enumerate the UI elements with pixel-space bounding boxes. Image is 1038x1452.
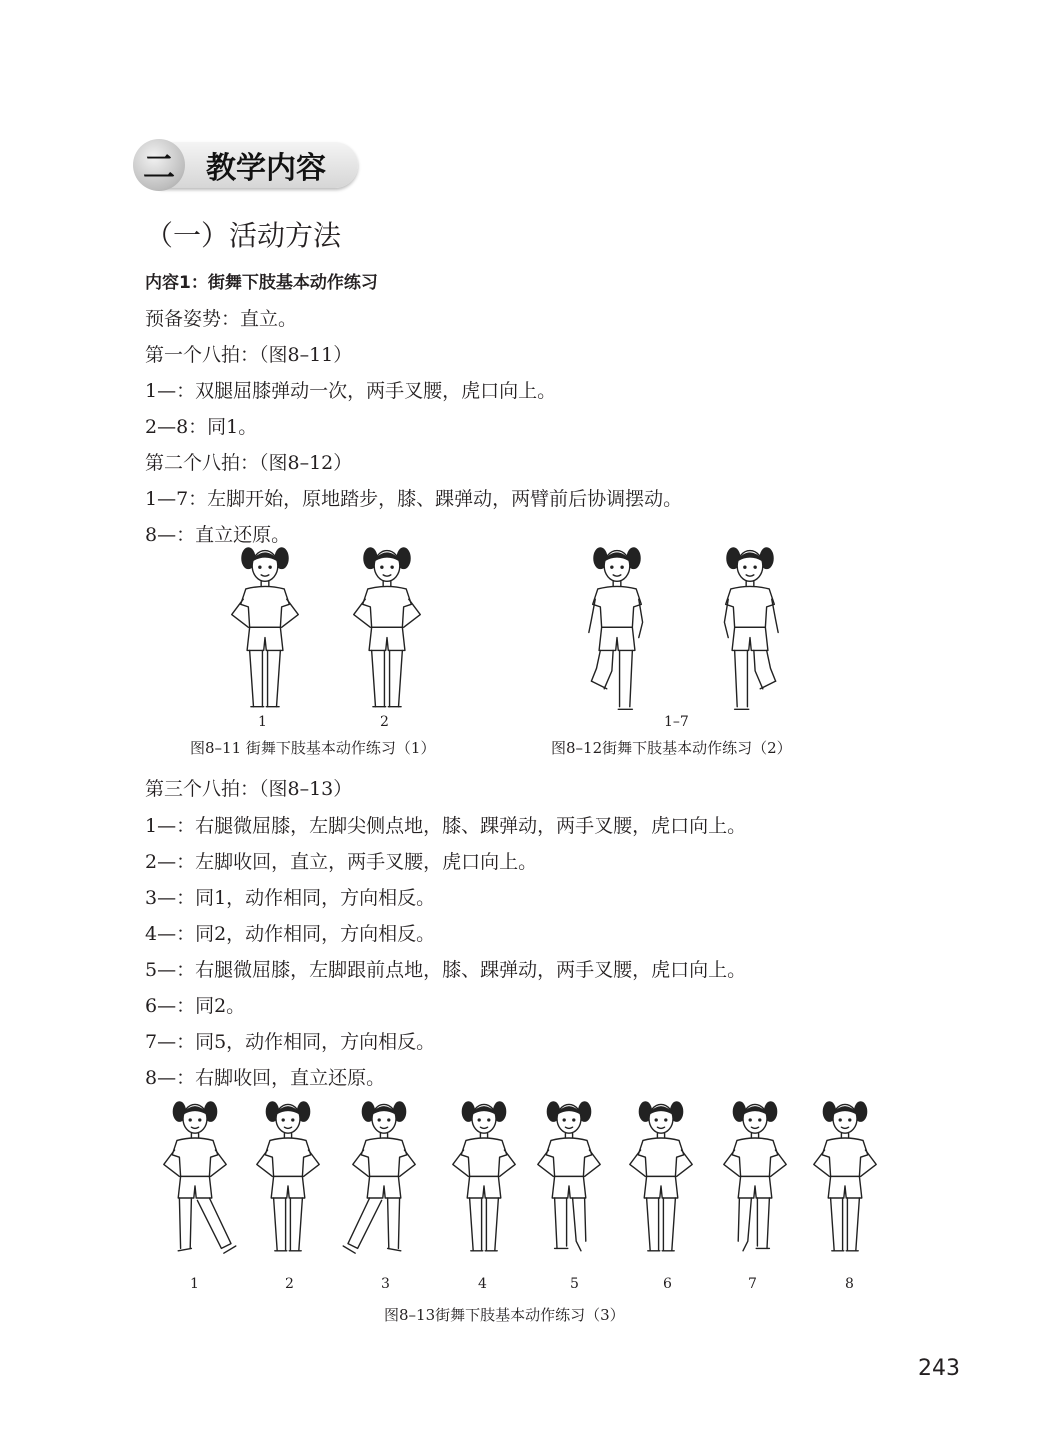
- child-figure-illustration: [814, 1102, 876, 1251]
- figure-caption: 图8–13街舞下肢基本动作练习（3）: [384, 1306, 625, 1324]
- figure-label: 1–7: [664, 714, 689, 730]
- paragraph: 1—7：左脚开始，原地踏步，膝、踝弹动，两臂前后协调摆动。: [145, 488, 683, 510]
- content-title: 内容1：街舞下肢基本动作练习: [145, 273, 378, 293]
- paragraph: 2—8：同1。: [145, 416, 258, 438]
- paragraph: 5—：右腿微屈膝，左脚跟前点地，膝、踝弹动，两手叉腰，虎口向上。: [145, 959, 747, 981]
- child-figure-illustration: [724, 1102, 786, 1251]
- figure-caption: 图8–12街舞下肢基本动作练习（2）: [551, 739, 792, 757]
- paragraph: 3—：同1，动作相同，方向相反。: [145, 887, 436, 909]
- paragraph: 2—：左脚收回，直立，两手叉腰，虎口向上。: [145, 851, 538, 873]
- paragraph: 预备姿势：直立。: [145, 308, 298, 330]
- paragraph: 第二个八拍：（图8–12）: [145, 452, 353, 474]
- figure-label: 2: [285, 1276, 294, 1292]
- paragraph: 8—：右脚收回，直立还原。: [145, 1067, 386, 1089]
- subsection-title: （一）活动方法: [145, 219, 342, 252]
- section-number-badge: 二: [133, 139, 185, 191]
- figure-label: 8: [845, 1276, 854, 1292]
- figure-label: 4: [478, 1276, 487, 1292]
- figure-label: 3: [381, 1276, 390, 1292]
- figure-label: 2: [380, 714, 389, 730]
- figure-label: 6: [663, 1276, 672, 1292]
- figure-label: 1: [190, 1276, 199, 1292]
- paragraph: 第一个八拍：（图8–11）: [145, 344, 353, 366]
- paragraph: 4—：同2，动作相同，方向相反。: [145, 923, 436, 945]
- figure-label: 5: [570, 1276, 579, 1292]
- child-figure-illustration: [164, 1102, 236, 1253]
- page-number: 243: [918, 1356, 960, 1381]
- paragraph: 8—：直立还原。: [145, 524, 291, 546]
- paragraph: 6—：同2。: [145, 995, 246, 1017]
- child-figure-illustration: [257, 1102, 319, 1251]
- child-figure-illustration: [724, 548, 778, 709]
- figure-label: 1: [258, 714, 267, 730]
- figure-caption: 图8–11 街舞下肢基本动作练习（1）: [190, 739, 436, 757]
- child-figure-illustration: [630, 1102, 692, 1251]
- child-figure-illustration: [589, 548, 643, 709]
- section-title: 教学内容: [206, 151, 326, 186]
- child-figure-illustration: [343, 1102, 415, 1253]
- paragraph: 1—：右腿微屈膝，左脚尖侧点地，膝、踝弹动，两手叉腰，虎口向上。: [145, 815, 747, 837]
- child-figure-illustration: [232, 548, 299, 707]
- child-figure-illustration: [538, 1102, 600, 1251]
- child-figure-illustration: [453, 1102, 515, 1251]
- child-figure-illustration: [354, 548, 421, 707]
- paragraph: 7—：同5，动作相同，方向相反。: [145, 1031, 436, 1053]
- paragraph: 第三个八拍：（图8–13）: [145, 778, 353, 800]
- paragraph: 1—：双腿屈膝弹动一次，两手叉腰，虎口向上。: [145, 380, 557, 402]
- figure-label: 7: [748, 1276, 757, 1292]
